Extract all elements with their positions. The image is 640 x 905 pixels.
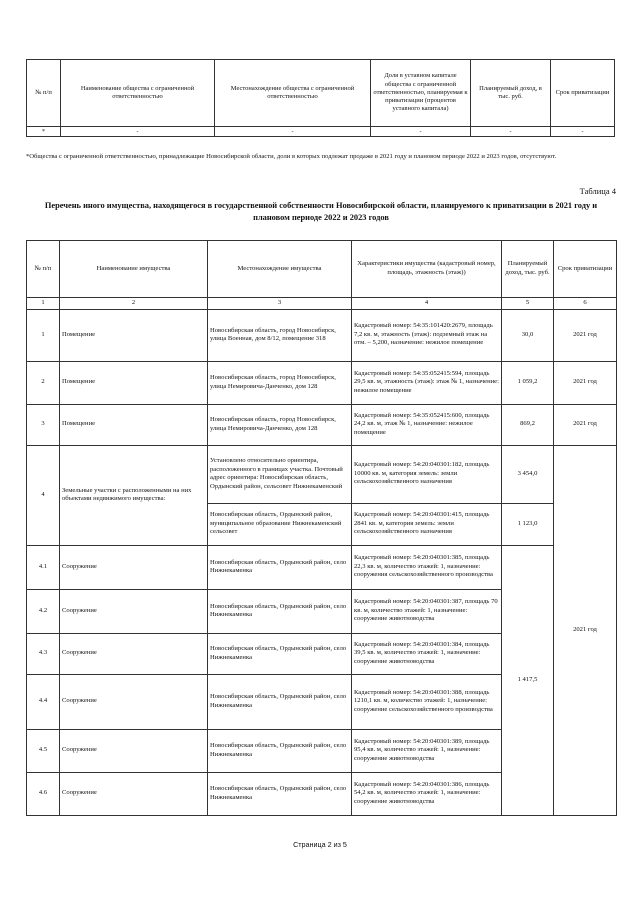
property-characteristics: Кадастровый номер: 54:35:052415:600, площадь 24,2 кв. м, этаж № 1, назначение: нежилое помещение (352, 404, 502, 445)
header-cell: Характеристики имущества (кадастровый номер, площадь, этажность (этаж)) (352, 241, 502, 298)
property-characteristics: Кадастровый номер: 54:35:101420:2679, площадь 7,2 кв. м, этажность (этаж): подземный этаж на отм. – 5,200, назначение: нежилое помещение (352, 309, 502, 361)
property-characteristics: Кадастровый номер: 54:35:052415:594, площадь 29,5 кв. м, этажность (этаж): этаж № 1, назначение: нежилое помещение (352, 361, 502, 404)
property-name: Помещение (60, 404, 208, 445)
planned-income: 1 059,2 (502, 361, 554, 404)
property-name: Сооружение (60, 633, 208, 674)
property-characteristics: Кадастровый номер: 54:20:040301:386, площадь 54,2 кв. м, количество этажей: 1, назначение: сооружение животноводства (352, 772, 502, 815)
privatization-term: 2021 год (554, 404, 617, 445)
property-location: Новосибирская область, Ордынский район, село Нижнекаменка (208, 729, 352, 772)
property-location: Новосибирская область, Ордынский район, село Нижнекаменка (208, 674, 352, 729)
row-number: 2 (27, 361, 60, 404)
table-row (27, 361, 617, 404)
row-number: 4.1 (27, 545, 60, 589)
property-location: Новосибирская область, город Новосибирск, улица Немировича-Данченко, дом 128 (208, 361, 352, 404)
row-number: 4.6 (27, 772, 60, 815)
section-title: Перечень иного имущества, находящегося в государственной собственности Новосибирской области, планируемого к приватизации в 2021 году и плановом периоде 2022 и 2023 годов (44, 201, 598, 222)
property-name: Сооружение (60, 674, 208, 729)
property-location: Новосибирская область, город Новосибирск, улица Военная, дом 8/12, помещение 318 (208, 309, 352, 361)
header-cell: № п/п (27, 60, 61, 127)
property-characteristics: Кадастровый номер: 54:20:040301:415, площадь 2841 кв. м, категория земель: земли сельскохозяйственного назначения (352, 503, 502, 545)
property-characteristics: Кадастровый номер: 54:20:040301:389, площадь 95,4 кв. м, количество этажей: 1, назначение: сооружение животноводства (352, 729, 502, 772)
header-cell: Планируемый доход, тыс. руб. (502, 241, 554, 298)
header-cell: Срок приватизации (554, 241, 617, 298)
property-characteristics: Кадастровый номер: 54:20:040301:384, площадь 39,5 кв. м, количество этажей: 1, назначение: сооружение животноводства (352, 633, 502, 674)
property-location: Новосибирская область, Ордынский район, село Нижнекаменка (208, 589, 352, 633)
table-cell: - (551, 127, 615, 137)
header-cell: Планируемый доход, в тыс. руб. (471, 60, 551, 127)
privatization-term: 2021 год (554, 445, 617, 815)
row-number: 4.2 (27, 589, 60, 633)
header-cell: Наименование общества с ограниченной ответственностью (61, 60, 215, 127)
row-number: 4 (27, 445, 60, 545)
table-header-row (27, 60, 615, 127)
header-cell: Местонахождение имущества (208, 241, 352, 298)
header-cell: Срок приватизации (551, 60, 615, 127)
property-location: Новосибирская область, город Новосибирск, улица Немировича-Данченко, дом 128 (208, 404, 352, 445)
table-cell: - (471, 127, 551, 137)
property-characteristics: Кадастровый номер: 54:20:040301:182, площадь 10000 кв. м, категория земель: земли сельскохозяйственного назначения (352, 445, 502, 503)
property-name: Сооружение (60, 545, 208, 589)
property-characteristics: Кадастровый номер: 54:20:040301:385, площадь 22,3 кв. м, количество этажей: 1, назначение: сооружения сельскохозяйственного производства (352, 545, 502, 589)
row-number: 4.3 (27, 633, 60, 674)
table-cell: - (215, 127, 371, 137)
table-row (27, 545, 617, 589)
planned-income: 1 417,5 (502, 545, 554, 815)
row-number: 1 (27, 309, 60, 361)
privatization-term: 2021 год (554, 309, 617, 361)
footnote: *Общества с ограниченной ответственностью, принадлежащие Новосибирской области, доли в которых подлежат продаже в 2021 году и плановом периоде 2022 и 2023 годов, отсутствуют. (26, 153, 557, 160)
property-characteristics: Кадастровый номер: 54:20:040301:387, площадь 70 кв. м, количество этажей: 1, назначение: сооружение животноводства (352, 589, 502, 633)
property-name: Сооружение (60, 729, 208, 772)
llc-shares-table (26, 59, 615, 137)
property-name: Сооружение (60, 589, 208, 633)
property-location: Новосибирская область, Ордынский район, село Нижнекаменка (208, 545, 352, 589)
table-cell: - (61, 127, 215, 137)
property-name: Помещение (60, 361, 208, 404)
property-location: Новосибирская область, Ордынский район, село Нижнекаменка (208, 772, 352, 815)
planned-income: 1 123,0 (502, 503, 554, 545)
property-location: Новосибирская область, Ордынский район, село Нижнекаменка (208, 633, 352, 674)
property-location: Новосибирская область, Ордынский район, муниципальное образование Нижнекаменский сельсовет (208, 503, 352, 545)
column-number: 2 (60, 298, 208, 310)
row-number: 3 (27, 404, 60, 445)
property-table (26, 240, 617, 816)
row-number: 4.5 (27, 729, 60, 772)
table-cell: * (27, 127, 61, 137)
table-row (27, 445, 617, 503)
planned-income: 869,2 (502, 404, 554, 445)
column-number: 1 (27, 298, 60, 310)
table-row (27, 127, 615, 137)
row-number: 4.4 (27, 674, 60, 729)
column-number: 5 (502, 298, 554, 310)
property-name: Сооружение (60, 772, 208, 815)
privatization-term: 2021 год (554, 361, 617, 404)
header-cell: № п/п (27, 241, 60, 298)
table-row (27, 309, 617, 361)
table-header-row (27, 241, 617, 298)
property-name: Помещение (60, 309, 208, 361)
planned-income: 3 454,0 (502, 445, 554, 503)
column-number: 3 (208, 298, 352, 310)
table-row (27, 404, 617, 445)
header-cell: Доля в уставном капитале общества с ограниченной ответственностью, планируемая к приватизации (процентов уставного капитала) (371, 60, 471, 127)
page-footer: Страница 2 из 5 (293, 840, 347, 849)
column-number-row (27, 298, 617, 310)
planned-income: 30,0 (502, 309, 554, 361)
property-location: Установлено относительно ориентира, расположенного в границах участка. Почтовый адрес ориентира: Новосибирская область, Ордынский район, сельсовет Нижнекаменский (208, 445, 352, 503)
header-cell: Местонахождение общества с ограниченной ответственностью (215, 60, 371, 127)
column-number: 6 (554, 298, 617, 310)
table-label: Таблица 4 (579, 186, 616, 196)
column-number: 4 (352, 298, 502, 310)
table-cell: - (371, 127, 471, 137)
header-cell: Наименование имущества (60, 241, 208, 298)
property-name: Земельные участки с расположенными на них объектами недвижимого имущества: (60, 445, 208, 545)
property-characteristics: Кадастровый номер: 54:20:040301:388, площадь 1210,1 кв. м, количество этажей: 1, назначение: сооружение сельскохозяйственного производства (352, 674, 502, 729)
